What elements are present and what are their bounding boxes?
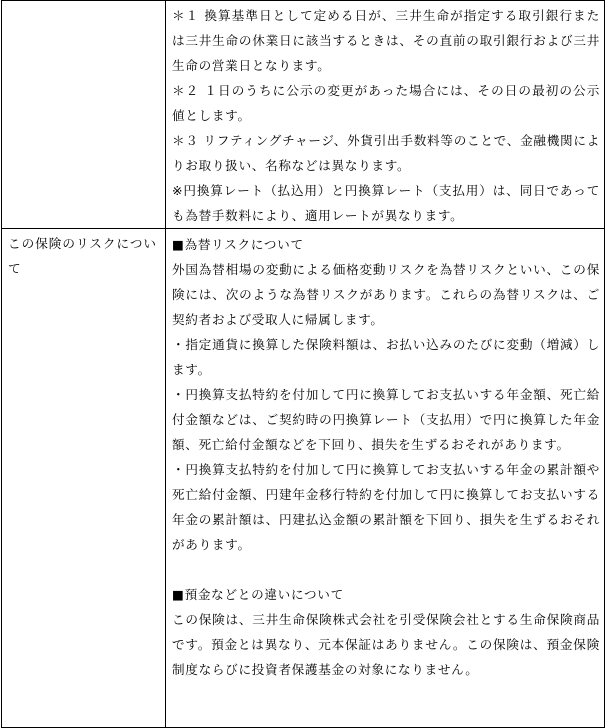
row-label-risk: この保険のリスクについて [8,236,158,276]
table-row [2,229,605,728]
paragraph: ・円換算支払特約を付加して円に換算してお支払いする年金の累計額や死亡給付金額、円建年金移行特約を付加して円に換算してお支払いする年金の累計額は、円建払込金額の累計額を下回り、損失を生ずるおそれがあります。 [172,462,600,552]
row-label-cell [2,229,166,728]
risk-content-cell [166,229,605,728]
note-3: ＊３ リフティングチャージ、外貨引出手数料等のことで、金融機関によりお取り扱い、名称などは異なります。 [172,133,600,173]
paragraph: この保険は、三井生命保険株式会社を引受保険会社とする生命保険商品です。預金とは異なり、元本保証はありません。この保険は、預金保険制度ならびに投資者保護基金の対象になりません。 [172,612,600,677]
section-heading-deposit-difference: ■預金などとの違いについて [172,587,344,602]
note-1: ＊１ 換算基準日として定める日が、三井生命が指定する取引銀行または三井生命の休業日に該当するときは、その直前の取引銀行および三井生命の営業日となります。 [172,8,600,73]
section-heading-fx-risk: ■為替リスクについて [172,237,304,252]
note-2: ＊２ １日のうちに公示の変更があった場合には、その日の最初の公示値とします。 [172,83,600,123]
note-4: ※円換算レート（払込用）と円換算レート（支払用）は、同日であっても為替手数料により、適用レートが異なります。 [172,183,600,223]
spacer [166,557,604,582]
row-label [2,1,165,3]
document-table [1,0,605,728]
table-row [2,1,605,229]
paragraph: 外国為替相場の変動による価格変動リスクを為替リスクといい、この保険には、次のような為替リスクがあります。これらの為替リスクは、ご契約者および受取人に帰属します。 [172,262,600,327]
paragraph: ・円換算支払特約を付加して円に換算してお支払いする年金額、死亡給付金額などは、ご契約時の円換算レート（支払用）で円に換算した年金額、死亡給付金額などを下回り、損失を生ずるおそれがあります。 [172,387,600,452]
notes-cell [166,1,605,229]
paragraph: ・指定通貨に換算した保険料額は、お払い込みのたびに変動（増減）します。 [172,337,600,377]
row-label-cell [2,1,166,229]
